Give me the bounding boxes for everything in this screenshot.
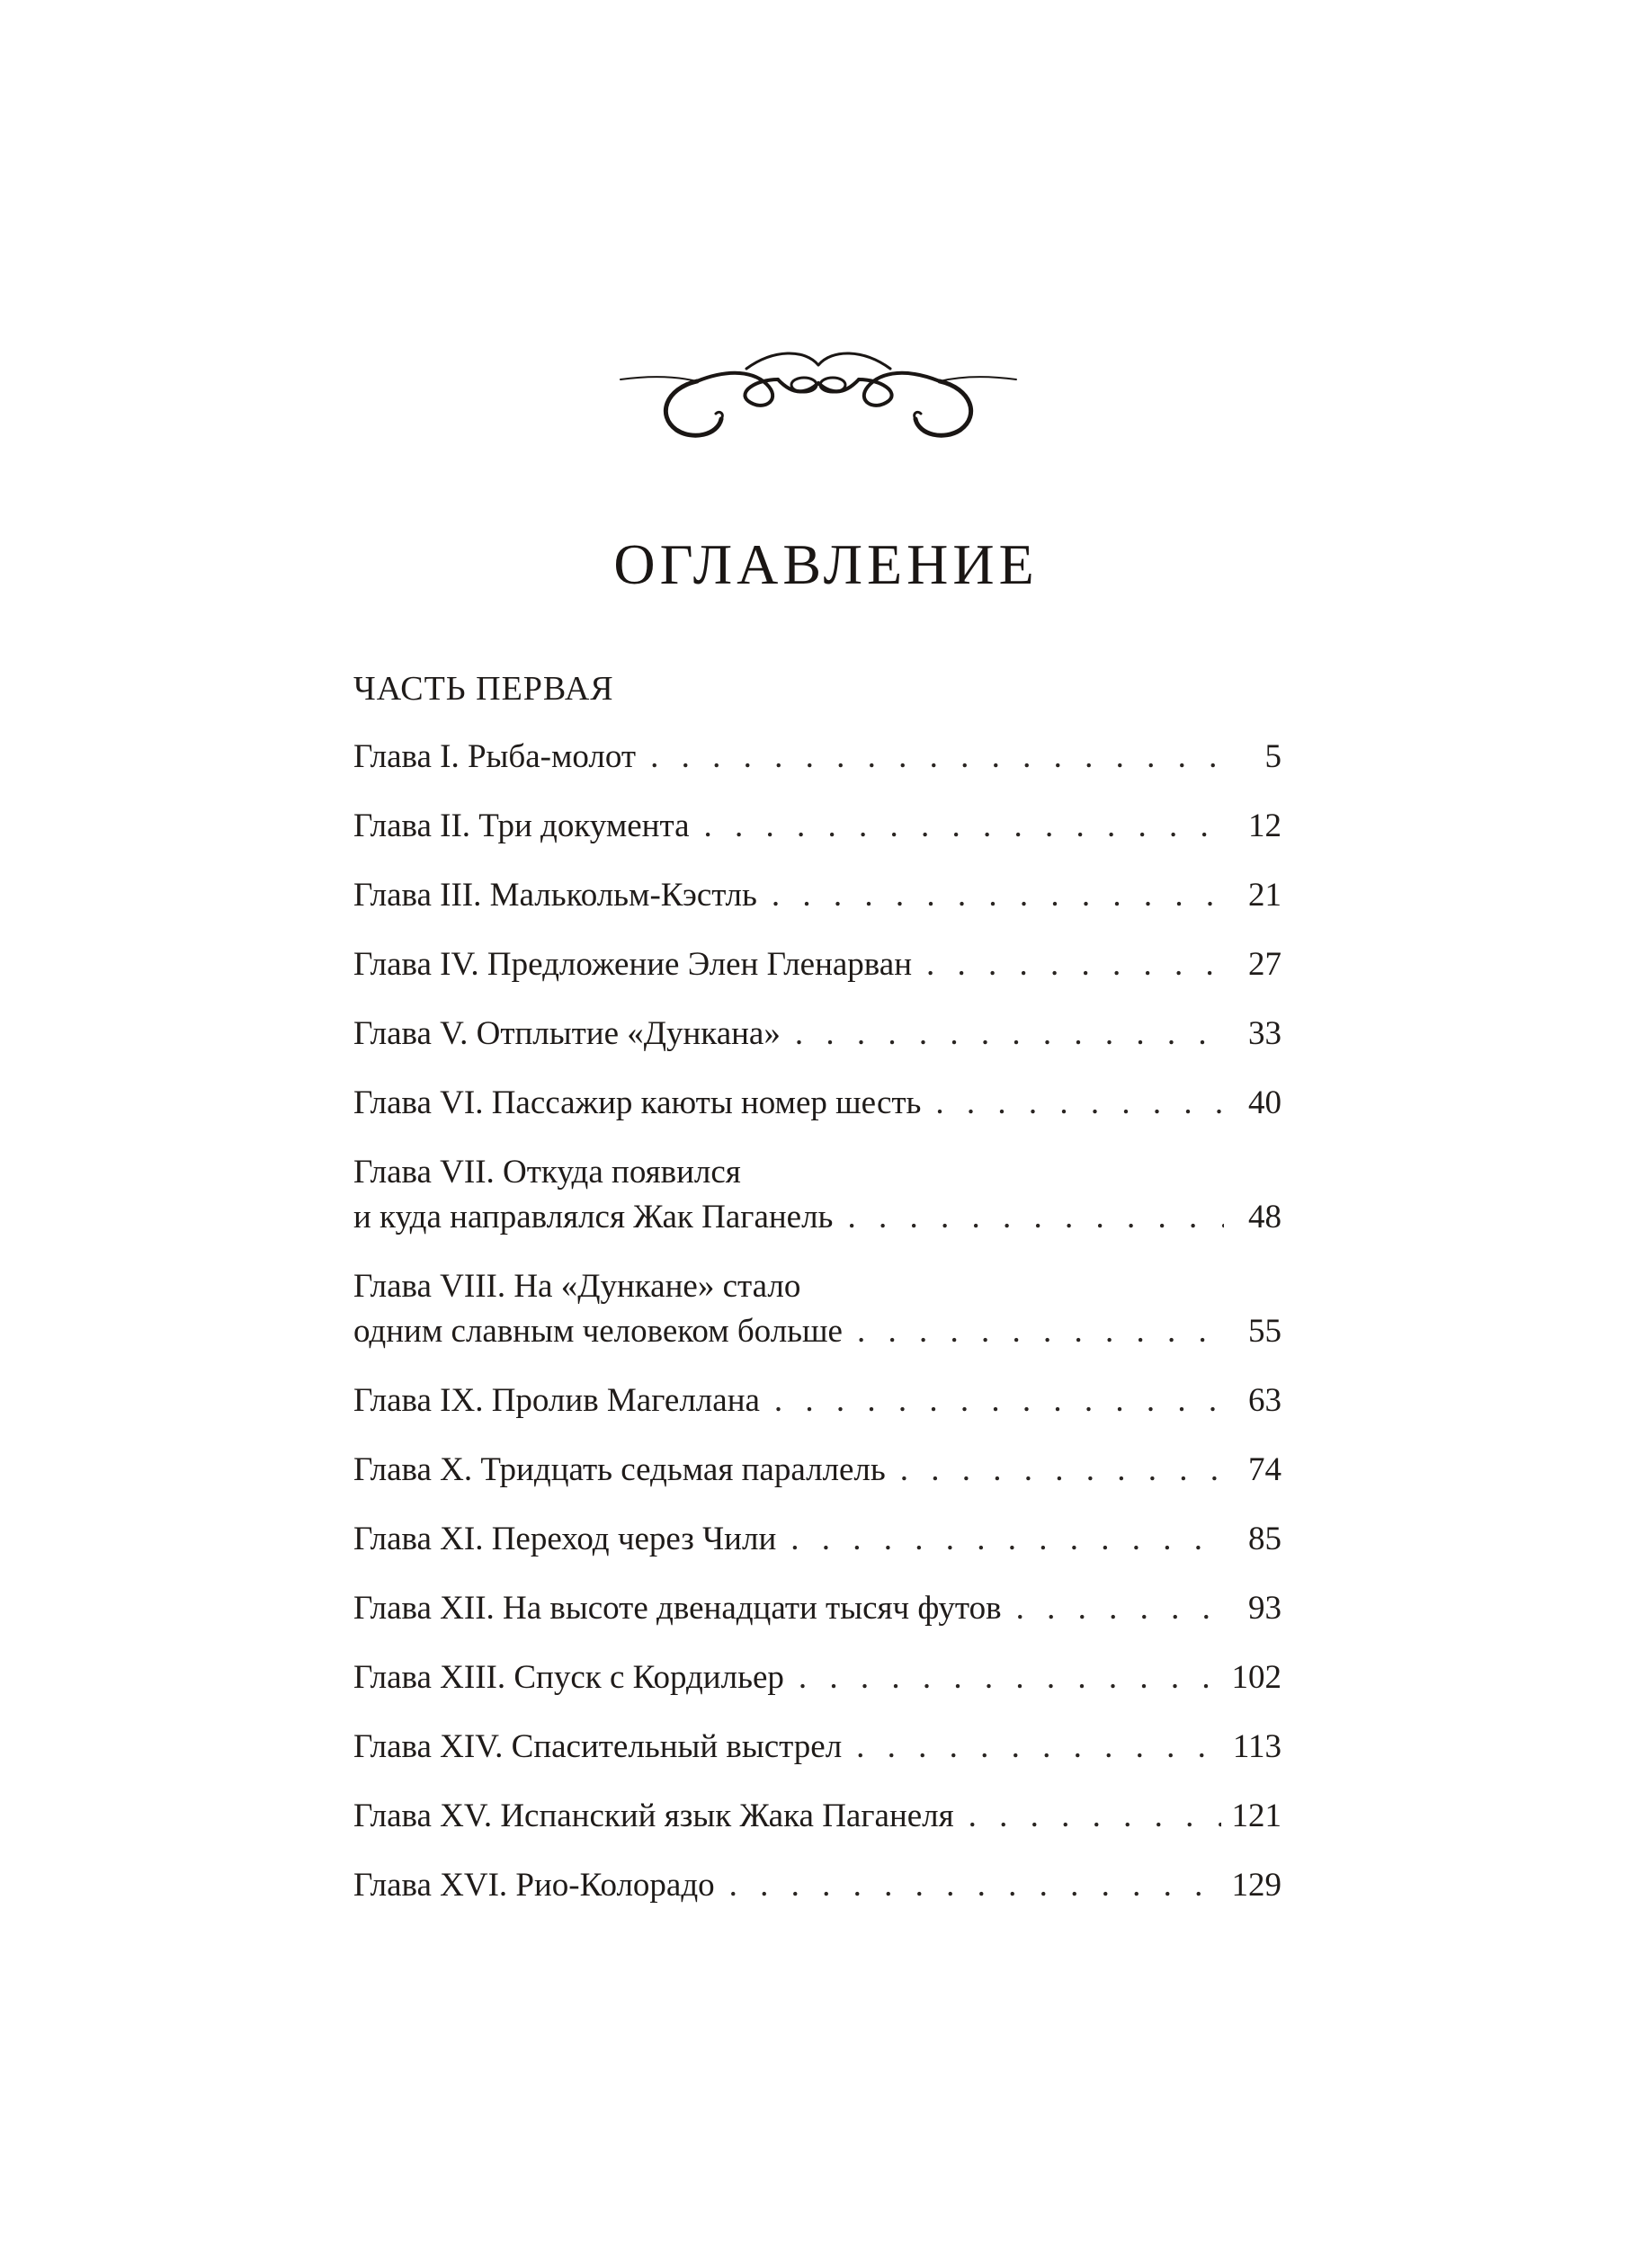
page-number: 21 [1248, 877, 1281, 914]
toc-entry [353, 1655, 1281, 1700]
dot-leader [856, 1725, 1222, 1770]
chapter-title: Глава VI. Пассажир каюты номер шесть [353, 1084, 922, 1121]
chapter-title: Глава I. Рыба-молот [353, 738, 637, 775]
dot-leader [900, 1448, 1224, 1493]
page-number: 33 [1248, 1015, 1281, 1052]
dot-leader [935, 1081, 1224, 1126]
chapter-row [353, 1655, 1281, 1700]
page-number: 48 [1248, 1199, 1281, 1236]
dot-leader [729, 1863, 1221, 1908]
chapter-title: Глава IX. Пролив Магеллана [353, 1382, 760, 1419]
chapter-row [353, 1725, 1281, 1770]
page-number: 55 [1248, 1313, 1281, 1350]
page-number: 63 [1248, 1382, 1281, 1419]
chapter-row [353, 1378, 1281, 1423]
page-number: 85 [1248, 1521, 1281, 1557]
chapter-title: Глава XII. На высоте двенадцати тысяч футов [353, 1590, 1002, 1627]
dot-leader [969, 1794, 1221, 1839]
toc-entry [353, 1012, 1281, 1057]
chapter-row [353, 1863, 1281, 1908]
page-number: 113 [1232, 1728, 1281, 1765]
dot-leader [795, 1012, 1224, 1057]
dot-leader [704, 804, 1224, 849]
chapter-title: Глава V. Отплытие «Дункана» [353, 1015, 781, 1052]
chapter-row [353, 804, 1281, 849]
chapter-title: Глава XI. Переход через Чили [353, 1521, 777, 1557]
dot-leader [799, 1655, 1221, 1700]
page-number: 5 [1264, 738, 1281, 775]
chapter-title: Глава XV. Испанский язык Жака Паганеля [353, 1798, 954, 1834]
chapter-title: Глава III. Малькольм-Кэстль [353, 877, 757, 914]
toc-entry [353, 1863, 1281, 1908]
chapter-row [353, 1794, 1281, 1839]
dot-leader [926, 942, 1224, 987]
chapter-row [353, 942, 1281, 987]
toc-entry [353, 942, 1281, 987]
page-number: 102 [1231, 1659, 1281, 1696]
chapter-title: Глава XIV. Спасительный выстрел [353, 1728, 843, 1765]
page-number: 12 [1248, 807, 1281, 844]
chapter-title: одним славным человеком больше [353, 1313, 843, 1350]
toc-entry [353, 1794, 1281, 1839]
chapter-title: Глава II. Три документа [353, 807, 690, 844]
page-number: 74 [1248, 1451, 1281, 1488]
chapter-title: Глава XVI. Рио-Колорадо [353, 1867, 715, 1904]
page-number: 27 [1248, 946, 1281, 983]
dot-leader [857, 1309, 1224, 1354]
chapter-row [353, 1081, 1281, 1126]
chapter-title: Глава X. Тридцать седьмая параллель [353, 1451, 886, 1488]
chapter-row [353, 1309, 1281, 1354]
chapter-row [353, 1448, 1281, 1493]
page-number: 93 [1248, 1590, 1281, 1627]
toc-entry [353, 1725, 1281, 1770]
dot-leader [847, 1195, 1224, 1240]
toc-entry [353, 1517, 1281, 1562]
toc-entry [353, 873, 1281, 918]
toc-entry [353, 1378, 1281, 1423]
chapter-row [353, 1586, 1281, 1631]
chapter-title-line: Глава VIII. На «Дункане» стало [353, 1268, 801, 1305]
page-title: ОГЛАВЛЕНИЕ [613, 532, 1039, 596]
toc-entry [353, 1586, 1281, 1631]
table-of-contents [353, 735, 1281, 1932]
toc-entry [353, 1150, 1281, 1240]
chapter-row [353, 1195, 1281, 1240]
chapter-title: Глава IV. Предложение Элен Гленарван [353, 946, 913, 983]
page-number: 129 [1231, 1867, 1281, 1904]
toc-entry [353, 804, 1281, 849]
chapter-row [353, 873, 1281, 918]
chapter-title: Глава XIII. Спуск с Кордильер [353, 1659, 784, 1696]
chapter-row [353, 1012, 1281, 1057]
dot-leader [650, 735, 1224, 780]
chapter-row [353, 1517, 1281, 1562]
toc-entry [353, 735, 1281, 780]
toc-entry [353, 1264, 1281, 1354]
dot-leader [774, 1378, 1224, 1423]
part-heading: ЧАСТЬ ПЕРВАЯ [353, 670, 614, 708]
chapter-row [353, 735, 1281, 780]
dot-leader [772, 873, 1224, 918]
page-number: 40 [1248, 1084, 1281, 1121]
page-number: 121 [1231, 1798, 1281, 1834]
dot-leader [790, 1517, 1224, 1562]
scroll-flourish-icon [612, 342, 1025, 450]
chapter-title-line: Глава VII. Откуда появился [353, 1154, 741, 1191]
chapter-title: и куда направлялся Жак Паганель [353, 1199, 834, 1236]
dot-leader [1016, 1586, 1224, 1631]
toc-entry [353, 1081, 1281, 1126]
toc-entry [353, 1448, 1281, 1493]
